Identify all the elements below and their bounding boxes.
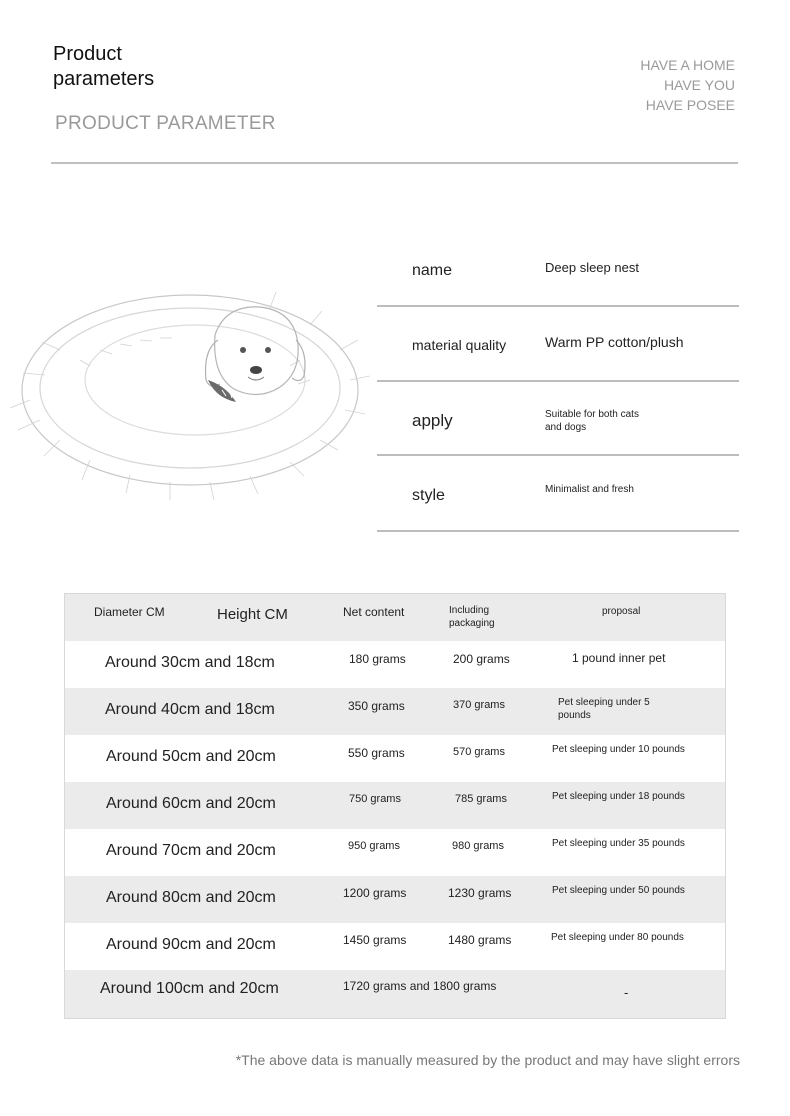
row-packaging: 570 grams xyxy=(453,746,505,758)
row-size: Around 50cm and 20cm xyxy=(106,748,276,765)
header-packaging-line-1: Including xyxy=(449,605,490,616)
row-proposal: Pet sleeping under 10 pounds xyxy=(552,744,685,755)
row-proposal: Pet sleeping under 50 pounds xyxy=(552,885,685,896)
row-size: Around 100cm and 20cm xyxy=(100,980,279,997)
row-net: 750 grams xyxy=(349,793,401,805)
table-row xyxy=(65,782,725,829)
row-net: 350 grams xyxy=(348,699,405,713)
table-row xyxy=(65,829,725,876)
row-proposal: - xyxy=(624,985,629,1000)
row-proposal-line-2: pounds xyxy=(558,710,591,721)
table-row xyxy=(65,923,725,970)
row-size: Around 40cm and 18cm xyxy=(105,701,275,718)
footnote: *The above data is manually measured by the product and may have slight errors xyxy=(235,1052,740,1068)
table-row xyxy=(65,735,725,782)
page-subtitle: PRODUCT PARAMETER xyxy=(55,113,276,134)
header-packaging xyxy=(449,604,495,630)
param-value: Deep sleep nest xyxy=(545,260,639,275)
table-row xyxy=(65,688,725,735)
row-packaging: 370 grams xyxy=(453,699,505,711)
row-proposal xyxy=(558,696,650,722)
param-row-material xyxy=(377,307,739,382)
row-packaging: 1230 grams xyxy=(448,886,512,900)
title-line-1: Product xyxy=(53,43,122,65)
header-diameter: Diameter CM xyxy=(94,605,165,619)
row-size: Around 70cm and 20cm xyxy=(106,842,276,859)
row-packaging: 980 grams xyxy=(452,840,504,852)
table-row xyxy=(65,970,725,1018)
param-value-line-1: Suitable for both cats xyxy=(545,409,639,420)
row-net-and-packaging: 1720 grams and 1800 grams xyxy=(343,979,497,993)
row-net: 1450 grams xyxy=(343,933,407,947)
row-net: 180 grams xyxy=(349,652,406,666)
slogan xyxy=(640,55,735,115)
param-value: Minimalist and fresh xyxy=(545,484,634,495)
slogan-line-3: HAVE POSEE xyxy=(645,97,735,113)
row-size: Around 30cm and 18cm xyxy=(105,654,275,671)
header-net-content: Net content xyxy=(343,605,405,619)
param-row-apply xyxy=(377,382,739,456)
header-divider xyxy=(51,162,738,164)
param-value-line-2: and dogs xyxy=(545,422,587,433)
row-proposal-line-1: Pet sleeping under 5 xyxy=(558,697,650,708)
row-packaging: 200 grams xyxy=(453,652,510,666)
pet-bed-illustration xyxy=(0,240,370,520)
row-net: 1200 grams xyxy=(343,886,407,900)
row-proposal: Pet sleeping under 35 pounds xyxy=(552,838,685,849)
header-proposal: proposal xyxy=(602,606,641,617)
row-proposal: 1 pound inner pet xyxy=(572,651,666,665)
param-row-style xyxy=(377,456,739,532)
param-key: name xyxy=(412,262,453,279)
row-net: 550 grams xyxy=(348,746,405,760)
header-height: Height CM xyxy=(217,606,288,623)
page-title xyxy=(53,42,154,92)
table-row xyxy=(65,641,725,688)
param-value: Warm PP cotton/plush xyxy=(545,334,684,350)
row-size: Around 80cm and 20cm xyxy=(106,889,276,906)
param-key: style xyxy=(412,487,445,504)
row-net: 950 grams xyxy=(348,840,400,852)
table-row xyxy=(65,876,725,923)
header-packaging-line-2: packaging xyxy=(449,618,495,629)
row-proposal: Pet sleeping under 80 pounds xyxy=(551,932,684,943)
table-header xyxy=(65,594,725,641)
size-table xyxy=(64,593,726,1019)
parameter-list xyxy=(377,235,739,532)
param-key: material quality xyxy=(412,337,507,353)
row-size: Around 60cm and 20cm xyxy=(106,795,276,812)
row-size: Around 90cm and 20cm xyxy=(106,936,276,953)
row-packaging: 1480 grams xyxy=(448,933,512,947)
slogan-line-2: HAVE YOU xyxy=(663,77,735,93)
param-row-name xyxy=(377,235,739,307)
param-key: apply xyxy=(412,411,453,430)
slogan-line-1: HAVE A HOME xyxy=(640,57,735,73)
row-packaging: 785 grams xyxy=(455,793,507,805)
row-proposal: Pet sleeping under 18 pounds xyxy=(552,791,685,802)
param-value xyxy=(545,408,639,434)
title-line-2: parameters xyxy=(53,68,155,90)
